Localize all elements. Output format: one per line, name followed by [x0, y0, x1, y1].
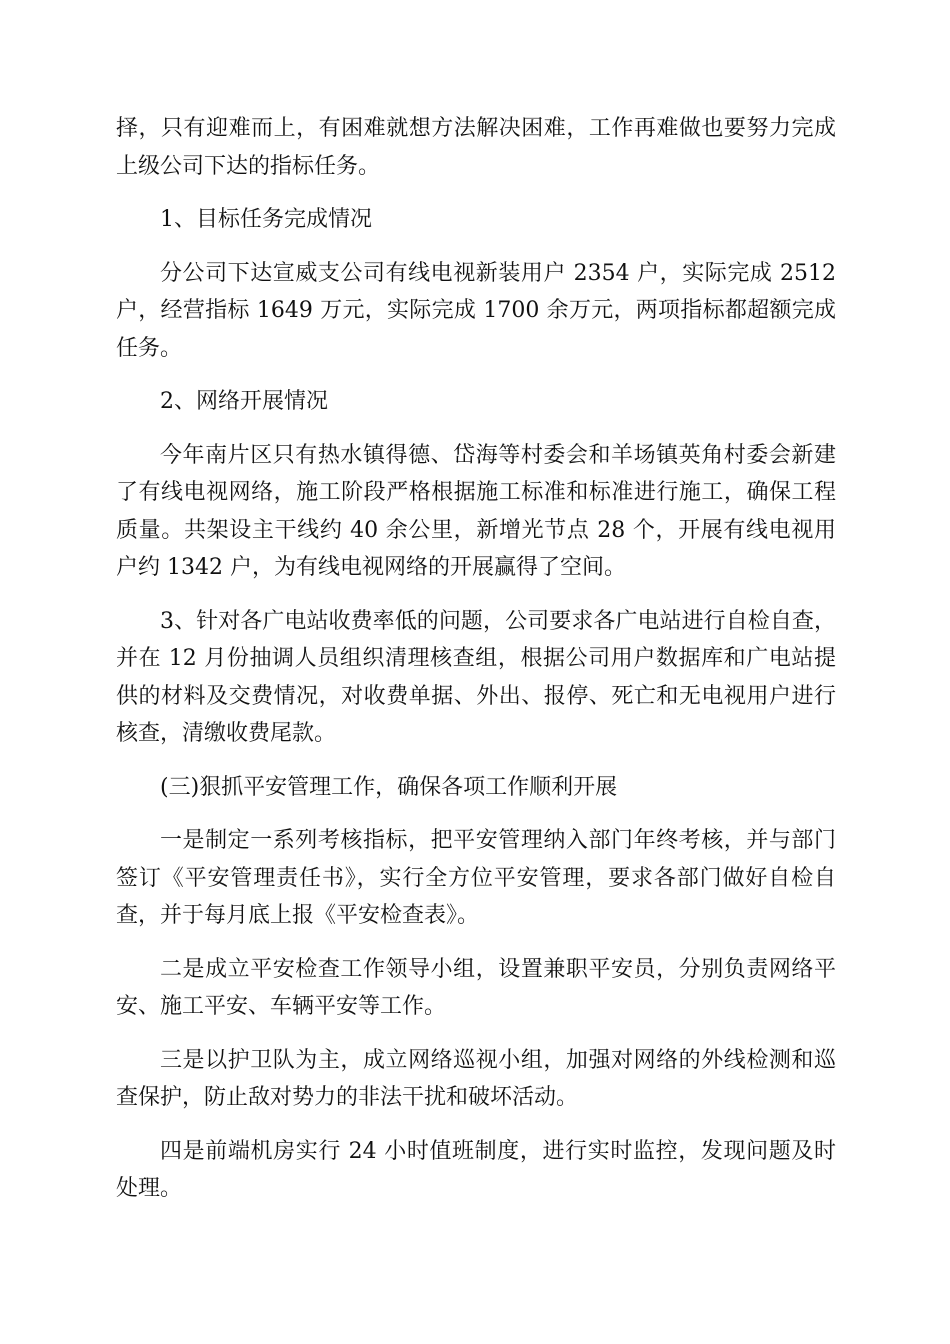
document-body — [116, 110, 836, 1224]
paragraph-safety-item-3: 三是以护卫队为主，成立网络巡视小组，加强对网络的外线检测和巡查保护，防止敌对势力的非法干扰和破坏活动。 — [116, 1047, 836, 1110]
paragraph-fee-collection: 3、针对各广电站收费率低的问题，公司要求各广电站进行自检自查，并在 12 月份抽调人员组织清理核查组，根据公司用户数据库和广电站提供的材料及交费情况，对收费单据、外出、报停、死亡和无电视用户进行核查，清缴收费尾款。 — [116, 608, 836, 746]
paragraph-safety-item-4: 四是前端机房实行 24 小时值班制度，进行实时监控，发现问题及时处理。 — [116, 1138, 836, 1201]
section-heading-safety-management: (三)狠抓平安管理工作，确保各项工作顺利开展 — [160, 774, 618, 800]
section-heading-network-development: 2、网络开展情况 — [160, 389, 328, 414]
paragraph-safety-item-2: 二是成立平安检查工作领导小组，设置兼职平安员，分别负责网络平安、施工平安、车辆平安等工作。 — [116, 956, 836, 1019]
paragraph-continuation: 择，只有迎难而上，有困难就想方法解决困难，工作再难做也要努力完成上级公司下达的指标任务。 — [116, 116, 836, 179]
paragraph-safety-item-1: 一是制定一系列考核指标，把平安管理纳入部门年终考核，并与部门签订《平安管理责任书》，实行全方位平安管理，要求各部门做好自检自查，并于每月底上报《平安检查表》。 — [116, 828, 836, 928]
paragraph-network-development: 今年南片区只有热水镇得德、岱海等村委会和羊场镇英角村委会新建了有线电视网络，施工阶段严格根据施工标准和标准进行施工，确保工程质量。共架设主干线约 40 余公里，新增光节点 28 个，开展有线电视用户约 1342 户，为有线电视网络的开展赢得了空间。 — [116, 442, 836, 580]
paragraph-target-completion: 分公司下达宣威支公司有线电视新装用户 2354 户，实际完成 2512 户，经营指标 1649 万元，实际完成 1700 余万元，两项指标都超额完成任务。 — [116, 260, 836, 361]
section-heading-target-completion: 1、目标任务完成情况 — [160, 207, 372, 232]
